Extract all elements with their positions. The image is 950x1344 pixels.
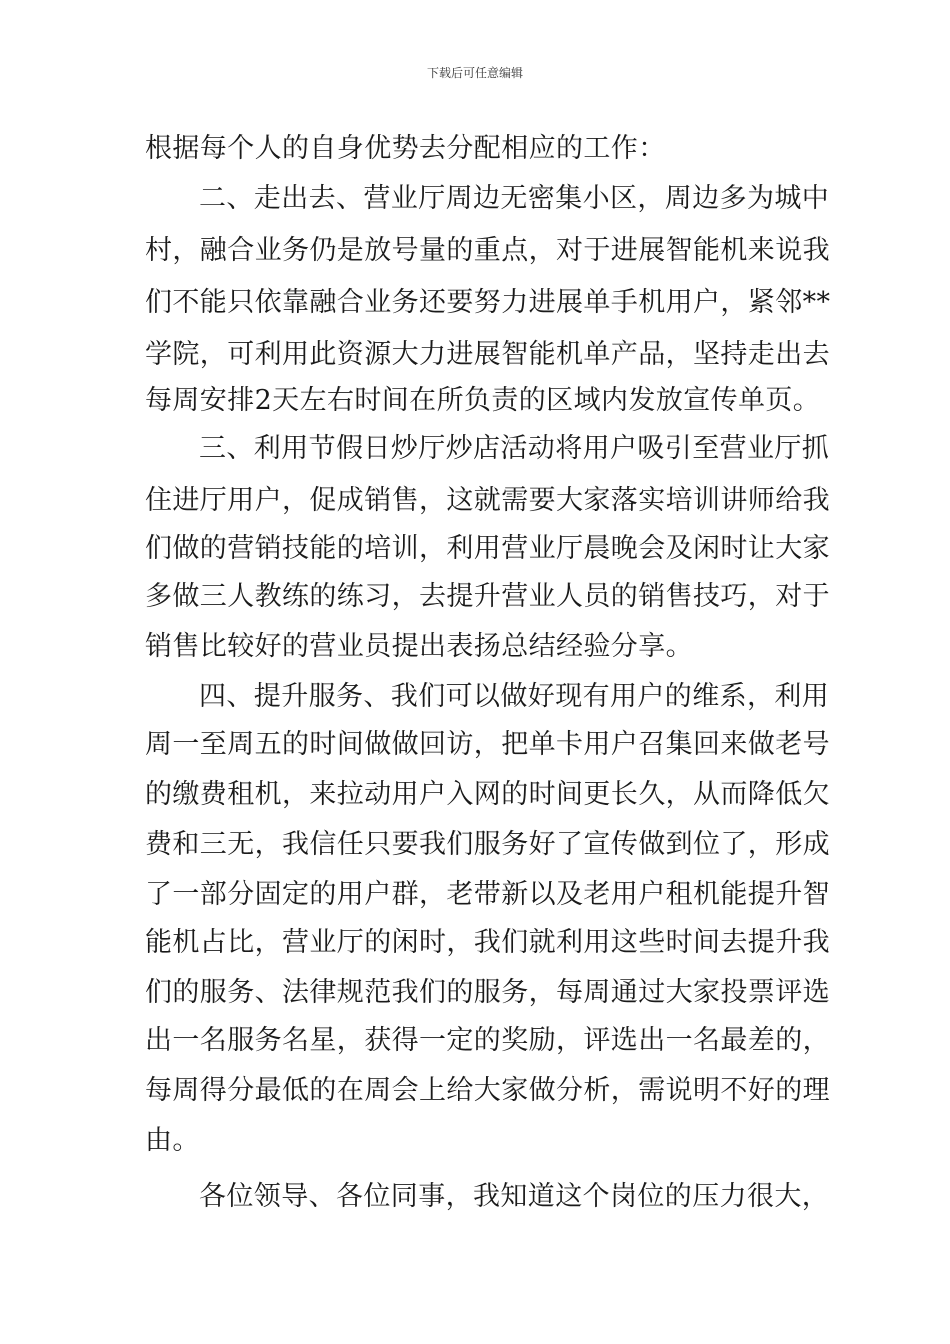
text-line: 多做三人教练的练习，去提升营业人员的销售技巧，对于 — [145, 581, 830, 612]
text-line: 住进厅用户，促成销售，这就需要大家落实培训讲师给我 — [145, 485, 830, 516]
text-line: 费和三无，我信任只要我们服务好了宣传做到位了，形成 — [145, 829, 830, 860]
text-line: 根据每个人的自身优势去分配相应的工作： — [145, 133, 666, 164]
text-line: 周一至周五的时间做做回访，把单卡用户召集回来做老号 — [145, 729, 830, 760]
page-header: 下载后可任意编辑 — [426, 66, 523, 80]
text-line: 的缴费租机，来拉动用户入网的时间更长久，从而降低欠 — [145, 779, 830, 810]
text-line: 学院，可利用此资源大力进展智能机单产品，坚持走出去 — [145, 339, 830, 370]
text-line: 每周得分最低的在周会上给大家做分析，需说明不好的理 — [145, 1075, 830, 1106]
text-line: 村，融合业务仍是放号量的重点，对于进展智能机来说我 — [145, 235, 830, 266]
text-line: 出一名服务名星，获得一定的奖励，评选出一名最差的， — [145, 1025, 830, 1056]
text-line: 由。 — [145, 1125, 200, 1156]
text-line: 销售比较好的营业员提出表扬总结经验分享。 — [145, 631, 693, 662]
paragraph-first-line: 各位领导、各位同事，我知道这个岗位的压力很大， — [199, 1181, 830, 1212]
text-line: 能机占比，营业厅的闲时，我们就利用这些时间去提升我 — [145, 927, 830, 958]
text-line: 了一部分固定的用户群，老带新以及老用户租机能提升智 — [145, 879, 830, 910]
text-line: 们不能只依靠融合业务还要努力进展单手机用户，紧邻** — [145, 287, 831, 318]
paragraph-first-line: 四、提升服务、我们可以做好现有用户的维系，利用 — [199, 681, 830, 712]
text-line: 每周安排2天左右时间在所负责的区域内发放宣传单页。 — [145, 385, 821, 416]
text-line: 们做的营销技能的培训，利用营业厅晨晚会及闲时让大家 — [145, 533, 830, 564]
text-line: 们的服务、法律规范我们的服务，每周通过大家投票评选 — [145, 977, 830, 1008]
paragraph-first-line: 三、利用节假日炒厅炒店活动将用户吸引至营业厅抓 — [199, 433, 830, 464]
paragraph-first-line: 二、走出去、营业厅周边无密集小区，周边多为城中 — [199, 183, 830, 214]
